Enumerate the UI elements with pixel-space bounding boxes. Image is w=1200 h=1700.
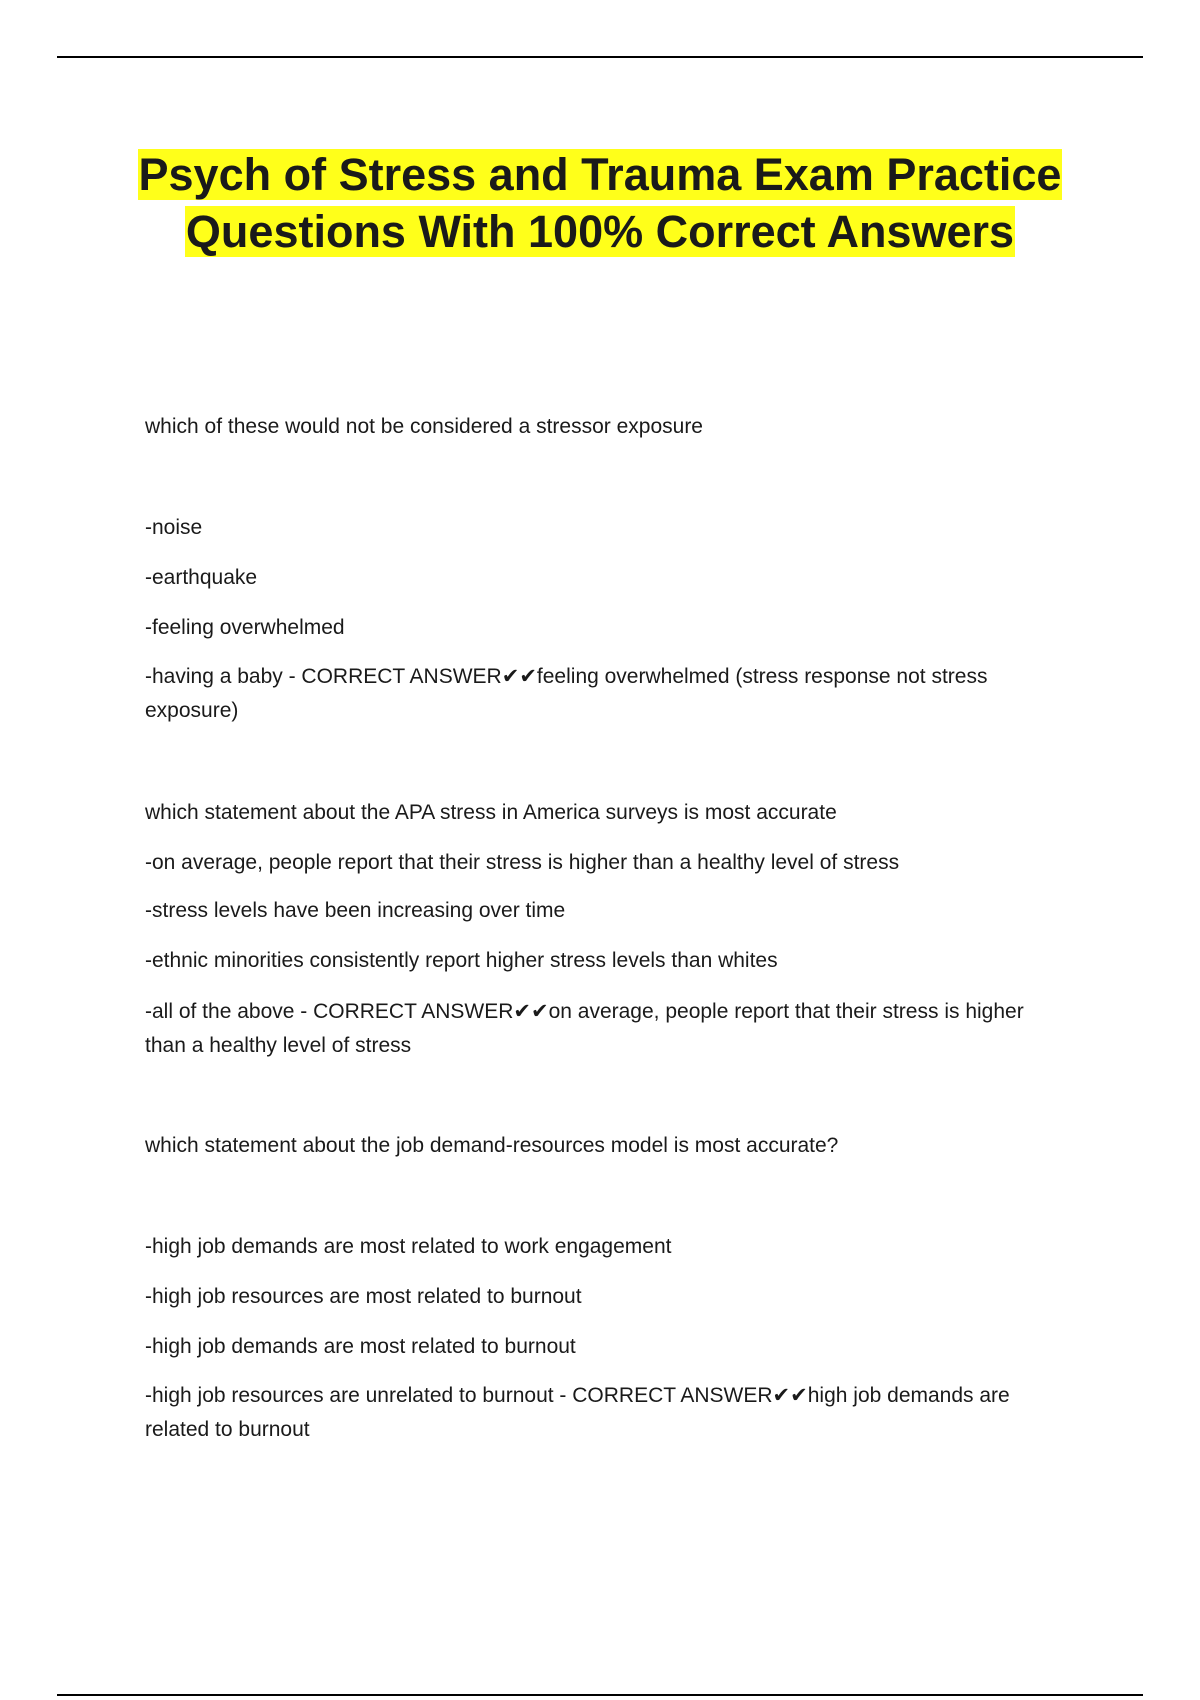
question-3-option-1: -high job demands are most related to work engagement [145,1235,672,1258]
question-2: which statement about the APA stress in America surveys is most accurate [145,801,837,824]
question-3-option-4-answer: -high job resources are unrelated to burnout - CORRECT ANSWER✔✔high job demands are related to burnout [145,1384,1010,1441]
question-1: which of these would not be considered a stressor exposure [145,415,703,438]
question-2-option-3: -ethnic minorities consistently report higher stress levels than whites [145,949,778,972]
question-1-option-3: -feeling overwhelmed [145,616,345,639]
question-2-option-4-answer: -all of the above - CORRECT ANSWER✔✔on average, people report that their stress is higher than a healthy level of stress [145,1000,1024,1057]
question-3-option-3: -high job demands are most related to burnout [145,1335,576,1358]
question-1-option-1: -noise [145,516,203,539]
top-rule [57,56,1143,58]
title-highlight: Psych of Stress and Trauma Exam Practice Questions With 100% Correct Answers [138,149,1062,257]
question-2-option-2: -stress levels have been increasing over time [145,899,566,922]
question-3-option-2: -high job resources are most related to burnout [145,1285,582,1308]
question-2-option-1: -on average, people report that their stress is higher than a healthy level of stress [145,851,900,874]
question-3: which statement about the job demand-resources model is most accurate? [145,1134,839,1157]
question-1-option-2: -earthquake [145,566,258,589]
question-1-option-4-answer: -having a baby - CORRECT ANSWER✔✔feeling overwhelmed (stress response not stress exposure) [145,665,988,722]
bottom-rule [57,1694,1143,1696]
document-title [100,146,1100,260]
